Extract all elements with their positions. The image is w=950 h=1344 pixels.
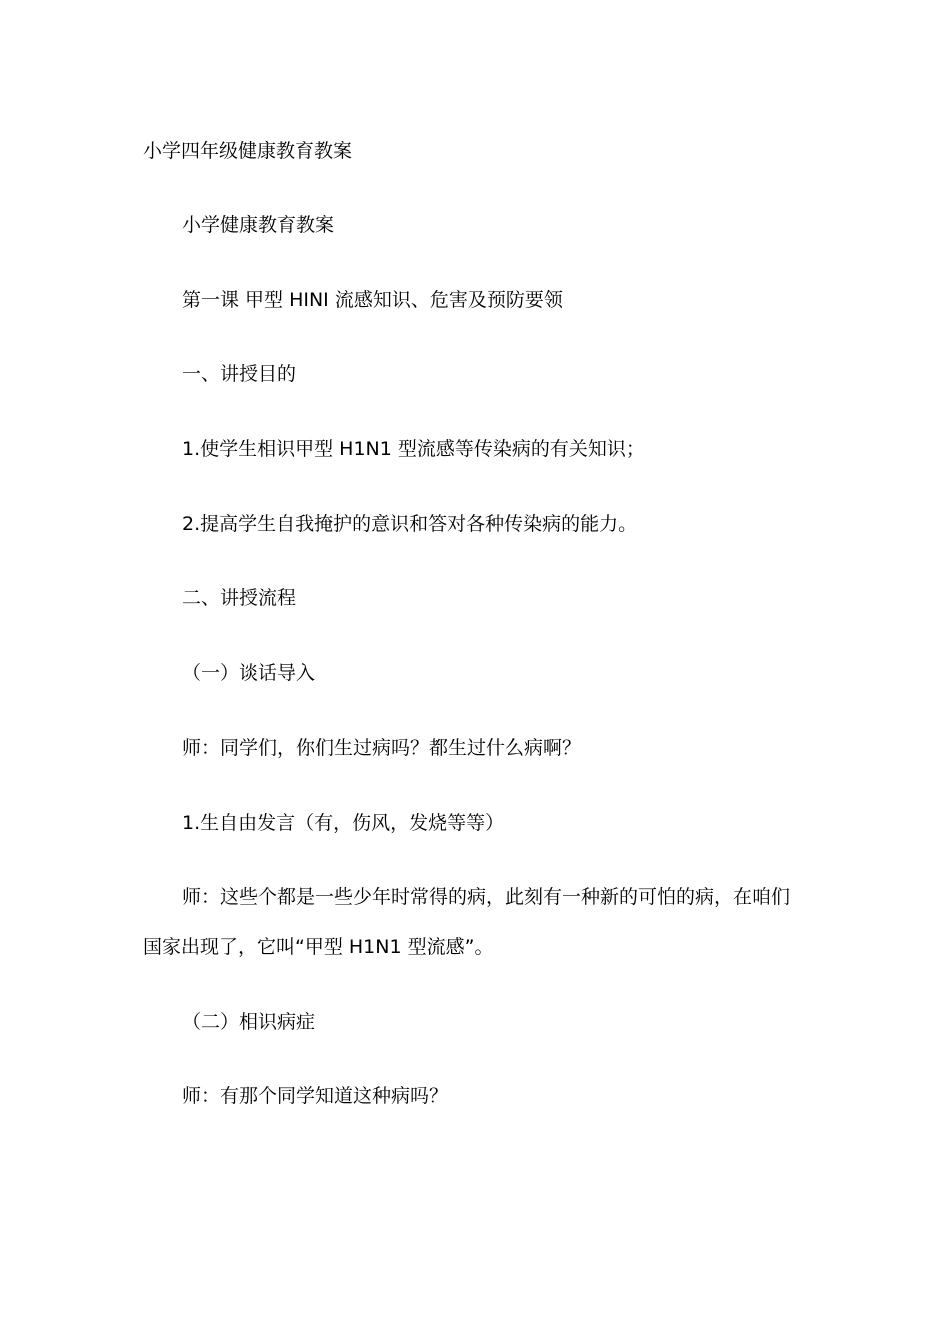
paragraph-dialogue-continued: 国家出现了，它叫“甲型 H1N1 型流感”。 [143, 936, 494, 958]
paragraph-section-heading: 二、讲授流程 [182, 587, 297, 609]
paragraph-dialogue: 师：这些个都是一些少年时常得的病，此刻有一种新的可怕的病，在咱们 [182, 886, 791, 908]
paragraph-objective-2: 2.提高学生自我掩护的意识和答对各种传染病的能力。 [182, 513, 638, 535]
paragraph-subheading: （二）相识病症 [182, 1011, 316, 1033]
paragraph-objective-1: 1.使学生相识甲型 H1N1 型流感等传染病的有关知识； [182, 438, 645, 460]
paragraph-subheading: （一）谈话导入 [182, 662, 316, 684]
paragraph-section-heading: 一、讲授目的 [182, 363, 297, 385]
document-title: 小学四年级健康教育教案 [143, 140, 353, 162]
paragraph-dialogue: 师：同学们，你们生过病吗？都生过什么病啊？ [182, 737, 582, 759]
paragraph-student-response: 1.生自由发言（有，伤风，发烧等等） [182, 812, 505, 834]
paragraph-subtitle: 小学健康教育教案 [182, 214, 335, 236]
paragraph-lesson-title: 第一课 甲型 HINI 流感知识、危害及预防要领 [182, 289, 563, 311]
paragraph-dialogue: 师：有那个同学知道这种病吗？ [182, 1085, 449, 1107]
